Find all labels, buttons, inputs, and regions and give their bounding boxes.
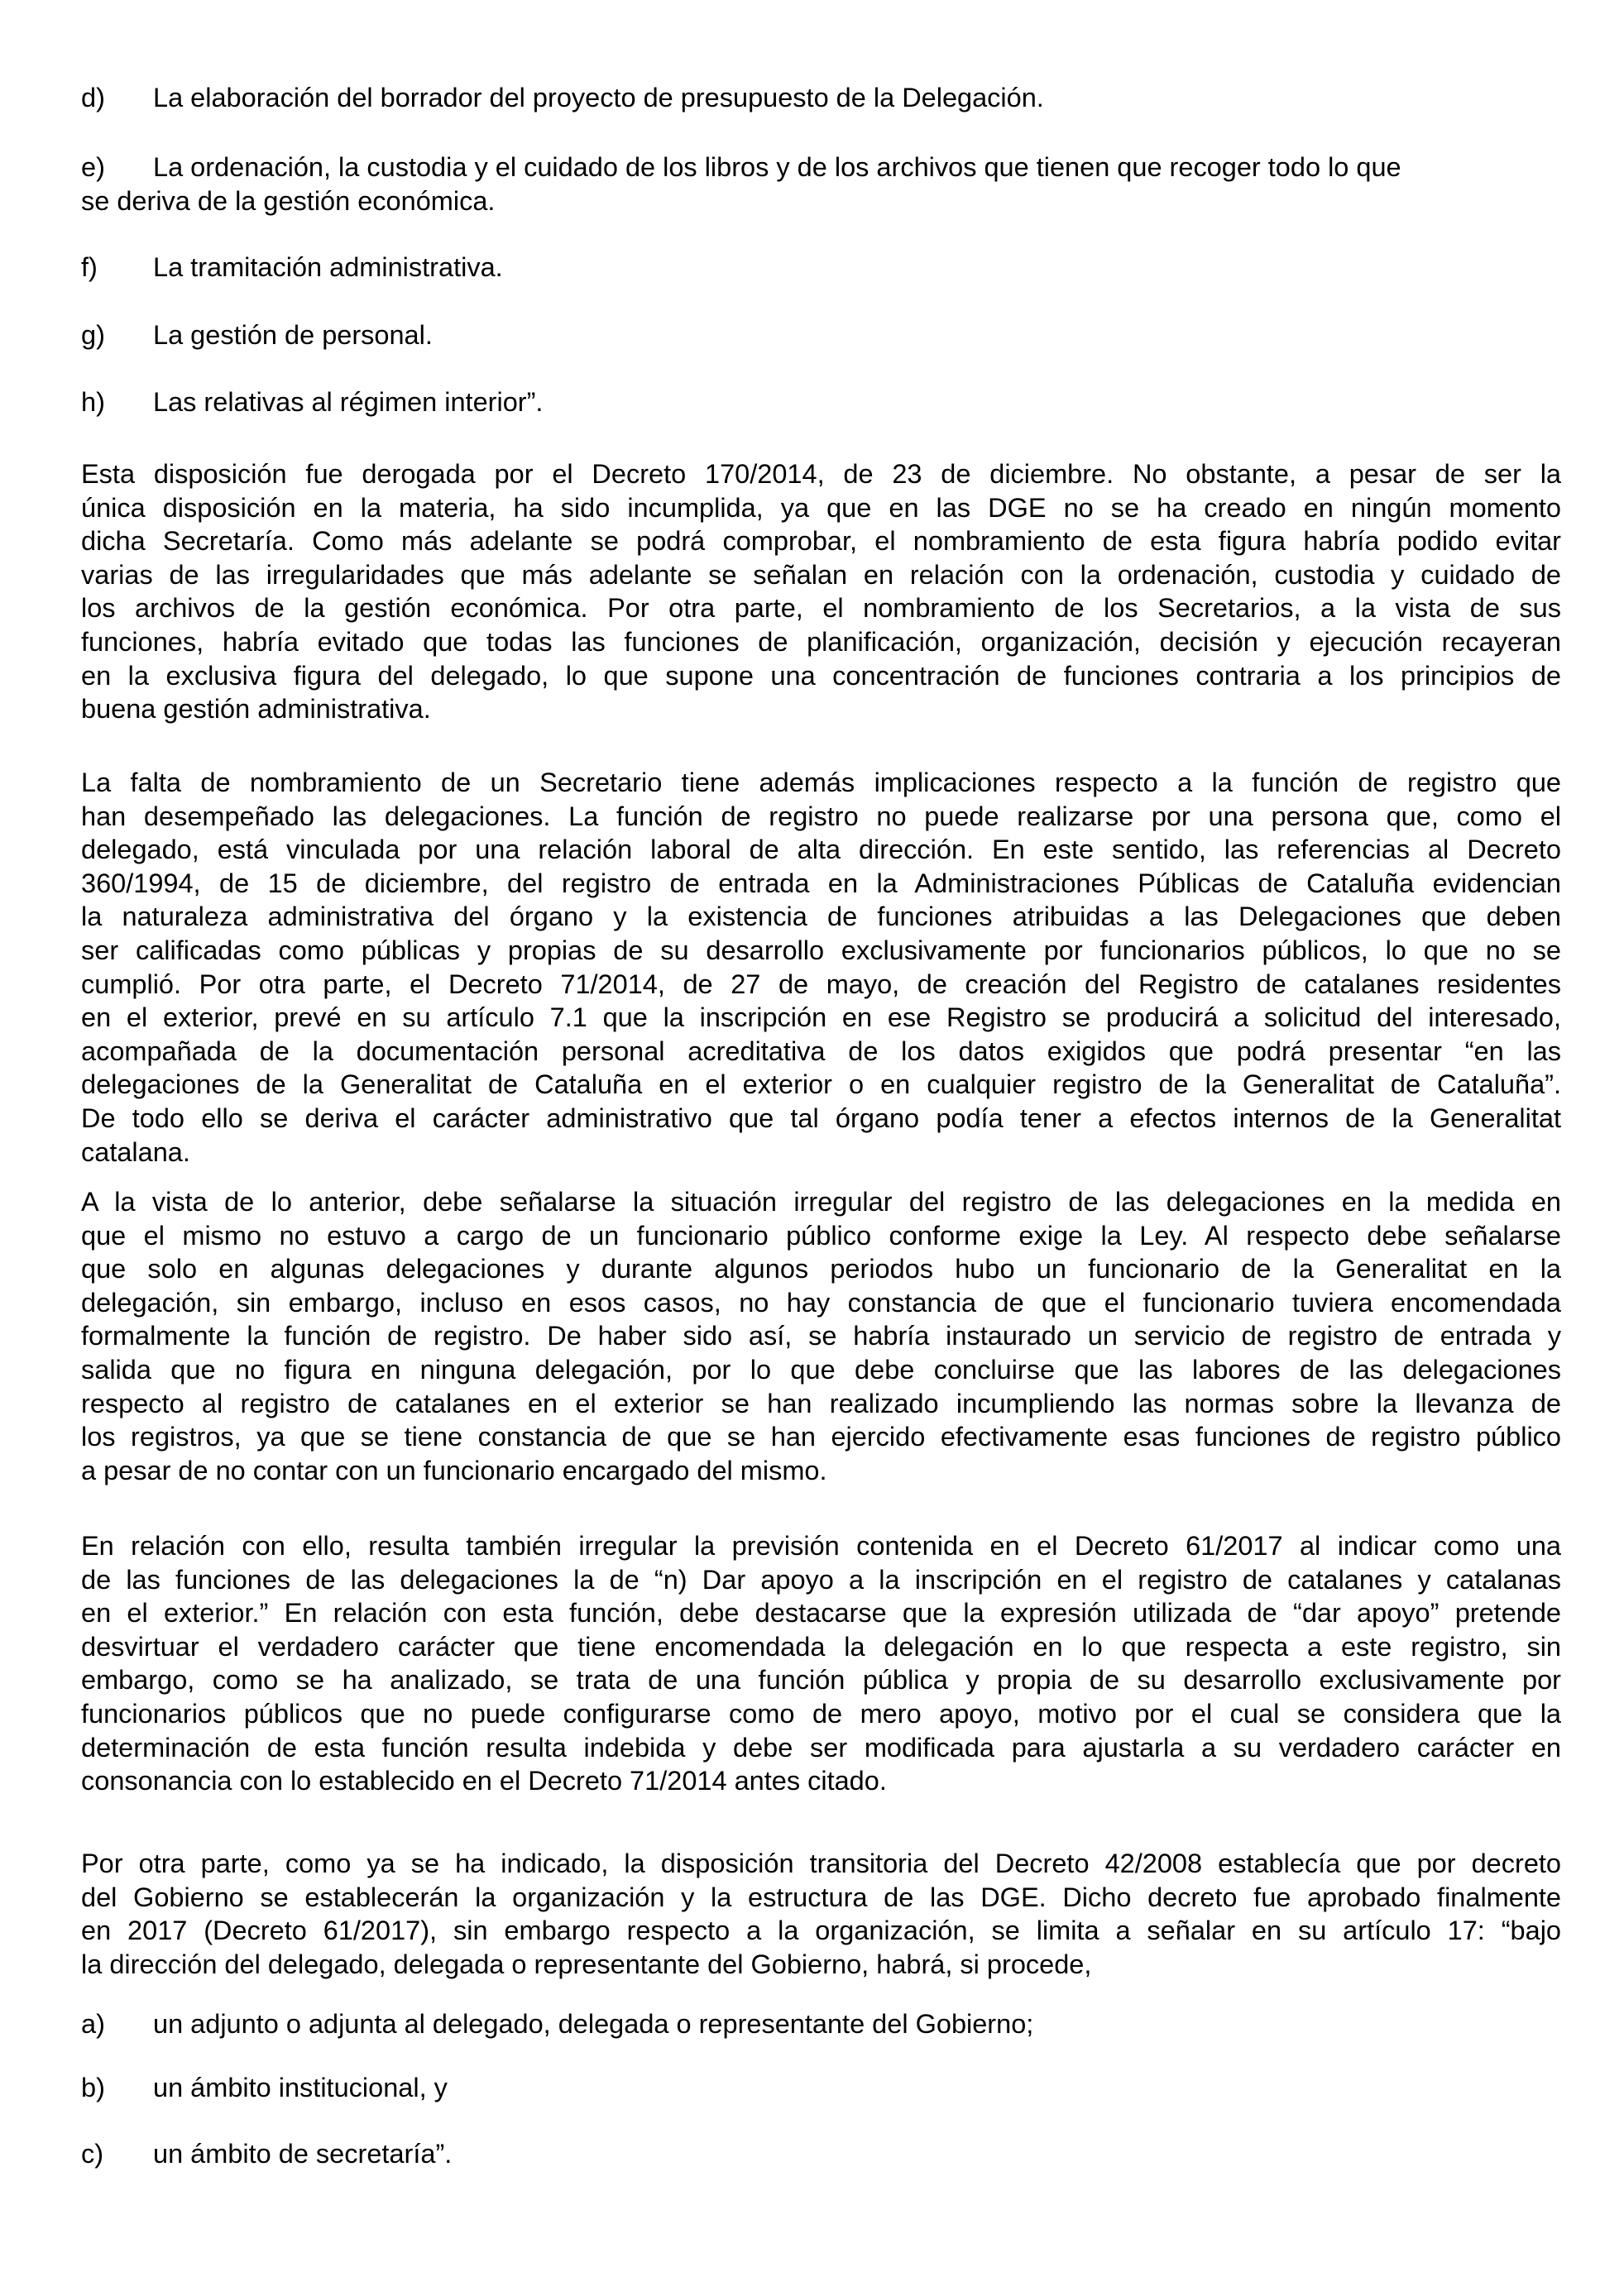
paragraph-line: cumplió. Por otra parte, el Decreto 71/2014, de 27 de mayo, de creación del Registro de catalanes residentes [81, 969, 1561, 999]
list-item-text: La elaboración del borrador del proyecto de presupuesto de la Delegación. [153, 83, 1044, 112]
list-item-label: f) [81, 252, 98, 282]
list-item [81, 81, 1044, 115]
list-item-text: La ordenación, la custodia y el cuidado de los libros y de los archivos que tienen que recoger todo lo que [153, 152, 1401, 182]
paragraph-line: la naturaleza administrativa del órgano y la existencia de funciones atribuidas a las Delegaciones que deben [81, 902, 1561, 932]
list-item [81, 151, 1401, 184]
list-item [81, 318, 433, 352]
list-item [81, 385, 543, 419]
paragraph-line: 360/1994, de 15 de diciembre, del registro de entrada en la Administraciones Públicas de Cataluña evidencian [81, 868, 1561, 898]
paragraph-line: a pesar de no contar con un funcionario encargado del mismo. [81, 1455, 827, 1485]
paragraph-line: que el mismo no estuvo a cargo de un funcionario público conforme exige la Ley. Al respecto debe señalarse [81, 1220, 1561, 1251]
paragraph [81, 1529, 1561, 1798]
paragraph [81, 766, 1561, 1169]
list-item-label: c) [81, 2139, 104, 2169]
list-item-label: b) [81, 2073, 105, 2102]
paragraph-line: Esta disposición fue derogada por el Decreto 170/2014, de 23 de diciembre. No obstante, a pesar de ser la [81, 459, 1561, 489]
list-item-label: g) [81, 320, 105, 350]
list-item-label: d) [81, 83, 105, 112]
paragraph-line: dicha Secretaría. Como más adelante se podrá comprobar, el nombramiento de esta figura habría podido evitar [81, 526, 1561, 557]
list-item-text: un adjunto o adjunta al delegado, delegada o representante del Gobierno; [153, 2009, 1034, 2039]
paragraph-line: ser calificadas como públicas y propias de su desarrollo exclusivamente por funcionarios públicos, lo que no se [81, 935, 1561, 965]
paragraph-line: en la exclusiva figura del delegado, lo que supone una concentración de funciones contraria a los principios de [81, 660, 1561, 691]
paragraph-line: han desempeñado las delegaciones. La función de registro no puede realizarse por una persona que, como el [81, 801, 1561, 831]
list-item [81, 2007, 1033, 2041]
paragraph-line: funciones, habría evitado que todas las funciones de planificación, organización, decisión y ejecución recayeran [81, 626, 1561, 657]
paragraph [81, 1185, 1561, 1487]
list-item-continuation: se deriva de la gestión económica. [81, 186, 496, 216]
paragraph-line: buena gestión administrativa. [81, 694, 431, 725]
paragraph-line: consonancia con lo establecido en el Decreto 71/2014 antes citado. [81, 1766, 887, 1796]
list-item-text: un ámbito institucional, y [153, 2073, 448, 2102]
paragraph [81, 457, 1561, 726]
paragraph-line: determinación de esta función resulta indebida y debe ser modificada para ajustarla a su verdadero carácter en [81, 1732, 1561, 1763]
list-item-text: La tramitación administrativa. [153, 252, 503, 282]
list-item-text: Las relativas al régimen interior”. [153, 387, 544, 417]
list-item-label: e) [81, 152, 105, 182]
list-item [81, 2137, 452, 2171]
list-item-text: La gestión de personal. [153, 320, 433, 350]
paragraph-line: La falta de nombramiento de un Secretario tiene además implicaciones respecto a la función de registro que [81, 768, 1561, 797]
paragraph-line: acompañada de la documentación personal acreditativa de los datos exigidos que podrá presentar “en las [81, 1036, 1561, 1066]
paragraph-line: salida que no figura en ninguna delegación, por lo que debe concluirse que las labores de las delegaciones [81, 1354, 1561, 1385]
list-item [81, 2071, 448, 2105]
paragraph-line: Por otra parte, como ya se ha indicado, la disposición transitoria del Decreto 42/2008 establecía que por decreto [81, 1849, 1561, 1878]
paragraph-line: los registros, ya que se tiene constancia de que se han ejercido efectivamente esas funciones de registro público [81, 1422, 1561, 1452]
paragraph-line: formalmente la función de registro. De haber sido así, se habría instaurado un servicio de registro de entrada y [81, 1321, 1561, 1351]
paragraph-line: catalana. [81, 1136, 190, 1167]
paragraph-line: A la vista de lo anterior, debe señalarse la situación irregular del registro de las delegaciones en la medida en [81, 1187, 1561, 1217]
paragraph-line: en el exterior.” En relación con esta función, debe destacarse que la expresión utilizada de “dar apoyo” pretende [81, 1598, 1561, 1629]
paragraph-line: del Gobierno se establecerán la organización y la estructura de las DGE. Dicho decreto fue aprobado finalmente [81, 1882, 1561, 1912]
paragraph-line: En relación con ello, resulta también irregular la previsión contenida en el Decreto 61/2017 al indicar como una [81, 1531, 1561, 1561]
paragraph-line: respecto al registro de catalanes en el exterior se han realizado incumpliendo las normas sobre la llevanza de [81, 1388, 1561, 1418]
paragraph-line: desvirtuar el verdadero carácter que tiene encomendada la delegación en lo que respecta a este registro, sin [81, 1631, 1561, 1662]
paragraph-line: De todo ello se deriva el carácter administrativo que tal órgano podía tener a efectos internos de la Generalitat [81, 1103, 1561, 1133]
paragraph-line: de las funciones de las delegaciones la de “n) Dar apoyo a la inscripción en el registro de catalanes y catalanas [81, 1564, 1561, 1595]
paragraph-line: en 2017 (Decreto 61/2017), sin embargo respecto a la organización, se limita a señalar en su artículo 17: “bajo [81, 1916, 1561, 1946]
paragraph-line: en el exterior, prevé en su artículo 7.1 que la inscripción en ese Registro se producirá a solicitud del interesado, [81, 1002, 1561, 1033]
list-item [81, 251, 503, 285]
paragraph-line: varias de las irregularidades que más adelante se señalan en relación con la ordenación, custodia y cuidado de [81, 559, 1561, 590]
paragraph-line: la dirección del delegado, delegada o representante del Gobierno, habrá, si procede, [81, 1949, 1092, 1979]
list-item-label: h) [81, 387, 105, 417]
paragraph-line: que solo en algunas delegaciones y durante algunos periodos hubo un funcionario de la Generalitat en la [81, 1254, 1561, 1284]
list-item-label: a) [81, 2009, 105, 2039]
paragraph-line: delegado, está vinculada por una relación laboral de alta dirección. En este sentido, las referencias al Decreto [81, 835, 1561, 865]
paragraph-line: única disposición en la materia, ha sido incumplida, ya que en las DGE no se ha creado en ningún momento [81, 492, 1561, 523]
paragraph-line: funcionarios públicos que no puede configurarse como de mero apoyo, motivo por el cual se considera que la [81, 1698, 1561, 1729]
paragraph-line: embargo, como se ha analizado, se trata de una función pública y propia de su desarrollo exclusivamente por [81, 1665, 1561, 1696]
paragraph-line: delegaciones de la Generalitat de Cataluña en el exterior o en cualquier registro de la Generalitat de Cataluña”. [81, 1069, 1561, 1100]
paragraph-line: los archivos de la gestión económica. Por otra parte, el nombramiento de los Secretarios, a la vista de sus [81, 593, 1561, 624]
list-item-text: un ámbito de secretaría”. [153, 2139, 453, 2169]
paragraph-line: delegación, sin embargo, incluso en esos casos, no hay constancia de que el funcionario tuviera encomendada [81, 1287, 1561, 1318]
paragraph [81, 1847, 1561, 1981]
